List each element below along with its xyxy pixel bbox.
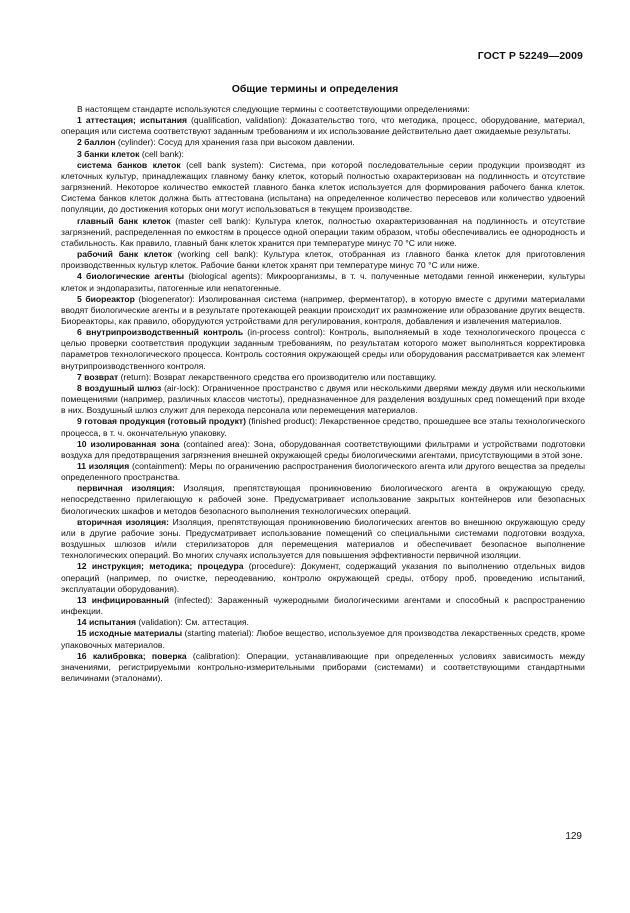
term-name: система банков клеток xyxy=(77,159,181,170)
term-name: 8 воздушный шлюз xyxy=(77,382,162,393)
term-entry xyxy=(61,617,585,628)
term-entry xyxy=(61,416,585,438)
term-definition: (cell bank): xyxy=(139,148,184,159)
term-definition: Изоляция, препятствующая проникновению биологического агента в окружающую среду, непосредственно прилегающую к рабочей зоне. Предусматривает использование закрытых контейнеров или безопасных биологических шкафов и методов безопасного выполнения технологических операций. xyxy=(61,483,585,516)
term-name: 16 калибровка; поверка xyxy=(77,650,187,661)
term-entry xyxy=(61,271,585,293)
term-name: 9 готовая продукция (готовый продукт) xyxy=(77,416,246,427)
term-definition: (contained area): Зона, оборудованная соответствующими фильтрами и устройствами подготовки воздуха для предотвращения загрязнения внешней окружающей среды биологическими агентами, присутствующими в этой зоне. xyxy=(61,438,586,460)
term-entry xyxy=(61,149,585,160)
term-definition: (air-lock): Ограниченное пространство с двумя или несколькими дверями между двумя или несколькими помещениями (например, различных классов чистоты), предназначенное для разделения воздушных сред помещений при входе в них. Воздушный шлюз служит для перехода персонала или перемещения материалов. xyxy=(61,382,585,416)
term-name: вторичная изоляция: xyxy=(77,516,169,527)
term-definition: (master cell bank): Культура клеток, полностью охарактеризованная на подлинность и отсутствие загрязнений, распределенная по емкостям в процессе одной операции таким образом, чтобы обеспечивались ее однородность и стабильность. Как правило, главный банк клеток хранится при температуре минус 70 °С или ниже. xyxy=(61,215,585,248)
term-name: главный банк клеток xyxy=(77,215,171,226)
term-entry xyxy=(61,439,585,461)
term-definition: (starting material): Любое вещество, используемое для производства лекарственных средств, кроме упаковочных материалов. xyxy=(61,628,585,650)
term-definition: (return): Возврат лекарственного средства его производителю или поставщику. xyxy=(118,371,437,382)
term-definition: (validation): См. аттестация. xyxy=(136,617,249,628)
term-entry xyxy=(61,327,585,372)
term-name: 1 аттестация; испытания xyxy=(77,115,188,126)
term-definition: (biological agents): Микроорганизмы, в т. ч. полученные методами генной инженерии, культуры клеток и эндопаразиты, патогенные или непатогенные. xyxy=(61,271,585,293)
term-entry xyxy=(61,628,585,650)
term-name: 12 инструкция; методика; процедура xyxy=(77,561,244,572)
section-title: Общие термины и определения xyxy=(231,83,399,95)
term-entry xyxy=(61,160,585,216)
term-definition: (cylinder): Сосуд для хранения газа при высоком давлении. xyxy=(115,137,355,148)
term-name: рабочий банк клеток xyxy=(77,249,172,260)
document-body xyxy=(61,104,585,684)
term-definition: Изоляция, препятствующая проникновению биологических агентов во внешнюю окружающую среду или в другие рабочие зоны. Предусматривает использование помещений со специальными системами подготовки воздуха, воздушных шлюзов и/или стерилизаторов для перемещения материалов и обеспечивает безопасное выполнение технологических операций. Во многих случаях используется для повышения эффективности первичной изоляции. xyxy=(61,516,586,561)
term-definition: (in-process control): Контроль, выполняемый в ходе технологического процесса с целью проверки соответствия продукции заданным требованиям, по результатам которого может выполняться корректировка параметров технологического процесса. Контроль состояния окружающей среды или оборудования рассматривается как элемент внутрипроизводственного контроля. xyxy=(61,327,585,371)
term-name: 15 исходные материалы xyxy=(77,628,183,639)
term-definition: (cell bank system): Система, при которой последовательные серии продукции производят из клеточных культур, принадлежащих главному банку клеток, который полностью охарактеризован на подлинность и отсутствие загрязнений. Некоторое количество емкостей главного банка клеток используется для формирования рабочего банка клеток. Система банков клеток должна быть аттестована (испытана) на определенное количество пересевов или количество удвоений популяции, до достижения которых они могут использоваться в текущем производстве. xyxy=(61,159,585,215)
term-definition: (finished product): Лекарственное средство, прошедшее все этапы технологического процесса, в т. ч. окончательную упаковку. xyxy=(61,416,585,438)
term-entry xyxy=(61,517,585,562)
term-name: 2 баллон xyxy=(77,137,116,148)
term-entry xyxy=(61,115,585,137)
term-definition: (procedure): Документ, содержащий указания по выполнению отдельных видов операций (например, по очистке, переодеванию, контролю окружающей среды, отбору проб, проведению испытаний, эксплуатации оборудования). xyxy=(61,561,585,594)
term-entry xyxy=(61,216,585,249)
term-definition: (calibration): Операции, устанавливающие при определенных условиях зависимость между значениями, регистрируемыми контрольно-измерительными приборами (системами) и соответствующими стандартными величинами (эталонами). xyxy=(61,650,585,683)
term-name: первичная изоляция: xyxy=(77,483,175,494)
page-number: 129 xyxy=(565,831,582,842)
term-entry xyxy=(61,294,585,327)
term-entry xyxy=(61,249,585,271)
term-entry xyxy=(61,651,585,684)
intro-paragraph: В настоящем стандарте используются следующие термины с соответствующими определениями: xyxy=(77,104,470,114)
term-name: 13 инфицированный xyxy=(77,594,170,605)
term-entry xyxy=(61,461,585,483)
term-entry xyxy=(61,595,585,617)
document-code-header: ГОСТ Р 52249—2009 xyxy=(477,50,583,62)
term-name: 4 биологические агенты xyxy=(77,271,185,282)
term-entry xyxy=(61,137,585,148)
term-name: 10 изолированная зона xyxy=(77,438,180,449)
term-name: 6 внутрипроизводственный контроль xyxy=(77,327,244,338)
term-entry xyxy=(61,561,585,594)
term-definition: (containment): Меры по ограничению распространения биологического агента или другого вещества за пределы определенного пространства. xyxy=(61,461,586,483)
term-name: 11 изоляция xyxy=(77,461,130,471)
term-entry xyxy=(61,372,585,383)
term-entry xyxy=(61,383,585,416)
term-entry xyxy=(61,483,585,516)
term-name: 3 банки клеток xyxy=(77,148,140,159)
term-definition: (working cell bank): Культура клеток, отобранная из главного банка клеток для приготовления производственных культур клеток. Рабочие банки клеток хранят при температуре минус 70 °С или ниже. xyxy=(61,249,585,271)
term-name: 5 биореактор xyxy=(77,293,135,304)
term-name: 14 испытания xyxy=(77,617,137,628)
term-definition: (infected): Зараженный чужеродными биологическими агентами и способный к распространению инфекции. xyxy=(61,594,585,617)
term-name: 7 возврат xyxy=(77,371,119,382)
term-definition: (qualification, validation): Доказательство того, что методика, процесс, оборудование, материал, операция или система соответствуют заданным требованиям и их использование действительно дает ожидаемые результаты. xyxy=(61,115,585,137)
term-definition: (biogenerator): Изолированная система (например, ферментатор), в которую вместе с другими материалами вводят биологические агенты и в результате протекающей реакции происходит их размножение или образование других веществ. Биореакторы, как правило, оборудуются устройствами для регулирования, контроля, добавления и извлечения материалов. xyxy=(61,293,585,326)
